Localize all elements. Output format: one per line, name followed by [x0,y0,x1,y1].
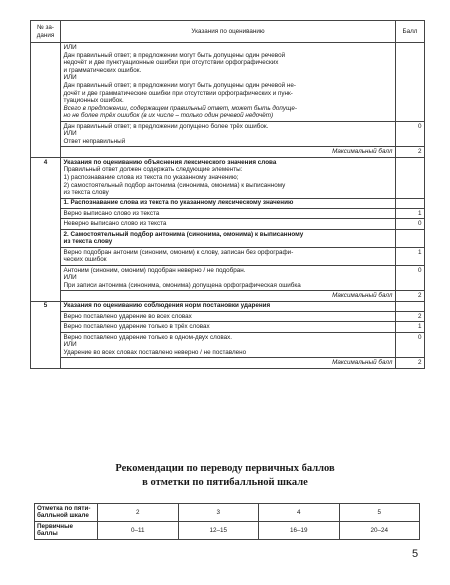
grade-conversion-table [34,503,420,540]
criterion-text: Верно поставлено ударение во всех словах [61,311,396,321]
header-score: Балл [396,21,425,43]
table-row [31,311,425,321]
score-value: 0 [396,265,425,291]
table-row [31,208,425,218]
table-row [31,247,425,265]
scoring-table [30,20,425,369]
score-value: 2 [396,311,425,321]
header-task-number: № за- дания [31,21,61,43]
table-header-row [31,21,425,43]
max-score-row [31,358,425,368]
grade-row-label: Отметка по пяти-балльной шкале [35,504,98,522]
criterion-text: Верно подобран антоним (синоним, омоним) к слову, записан без орфографи- ческих ошибок [61,247,396,265]
criterion-text: Указания по оцениванию объяснения лексического значения слова Правильный ответ должен содержать следующие элементы: 1) распознавание слова из текста по указанному значению; 2) самостоятельный подбор антонима (синонима, омонима) к выписанному из текста слову [61,157,396,198]
max-score-row [31,291,425,301]
max-score-label: Максимальный балл [61,147,396,157]
score-value: 0 [396,121,425,147]
max-score-label: Максимальный балл [61,358,396,368]
score-value: 1 [396,247,425,265]
table-row [31,301,425,311]
section-heading: Указания по оцениванию соблюдения норм постановки ударения [61,301,396,311]
criterion-text: ИЛИ Дан правильный ответ; в предложении могут быть допущены один речевой недочёт и две пунктуационные ошибки при отсутствии орфографических и грамматических ошибок. ИЛИ Дан правильный ответ; в предложении могут быть допущены один речевой не- дочёт и две грамматические ошибки при отсутствии орфографических и пунк- туационных ошибок. Всего в предложении, содержащем правильный ответ, может быть допуще- но не более трёх ошибок (в их числе – только один речевой недочёт) [61,43,396,122]
grade-cell: 3 [178,504,259,522]
grade-row [35,521,420,539]
table-row [31,219,425,229]
grade-row [35,504,420,522]
max-score-value: 2 [396,358,425,368]
points-cell: 20–24 [339,521,420,539]
criterion-text: Верно выписано слово из текста [61,208,396,218]
score-value: 0 [396,332,425,358]
criterion-text: Дан правильный ответ; в предложении допущено более трёх ошибок. ИЛИ Ответ неправильный [61,121,396,147]
section-title-line-2: в отметки по пятибалльной шкале [142,477,308,488]
grade-cell: 5 [339,504,420,522]
section-heading: 2. Самостоятельный подбор антонима (синонима, омонима) к выписанному из текста слову [61,229,396,247]
table-row [31,198,425,208]
table-row [31,121,425,147]
max-score-value: 2 [396,291,425,301]
table-row [31,157,425,198]
page-number: 5 [412,548,419,560]
table-row [31,322,425,332]
table-row [31,229,425,247]
max-score-row [31,147,425,157]
points-cell: 16–19 [259,521,340,539]
criterion-text: Верно поставлено ударение только в одном-двух словах. ИЛИ Ударение во всех словах поставлено неверно / не поставлено [61,332,396,358]
grade-row-label: Первичные баллы [35,521,98,539]
criterion-text: Верно поставлено ударение только в трёх словах [61,322,396,332]
table-row [31,332,425,358]
table-row [31,43,425,122]
header-instructions: Указания по оцениванию [61,21,396,43]
points-cell: 0–11 [98,521,179,539]
score-value: 1 [396,208,425,218]
score-value: 0 [396,219,425,229]
score-value: 1 [396,322,425,332]
grade-cell: 4 [259,504,340,522]
task-number: 5 [31,301,61,368]
grade-cell: 2 [98,504,179,522]
max-score-value: 2 [396,147,425,157]
max-score-label: Максимальный балл [61,291,396,301]
points-cell: 12–15 [178,521,259,539]
table-row [31,265,425,291]
section-heading: 1. Распознавание слова из текста по указанному лексическому значению [61,198,396,208]
criterion-text: Неверно выписано слово из текста [61,219,396,229]
task-number: 4 [31,157,61,301]
criterion-text: Антоним (синоним, омоним) подобран неверно / не подобран. ИЛИ При записи антонима (синонима, омонима) допущена орфографическая ошибка [61,265,396,291]
section-title-line-1: Рекомендации по переводу первичных баллов [115,463,335,474]
